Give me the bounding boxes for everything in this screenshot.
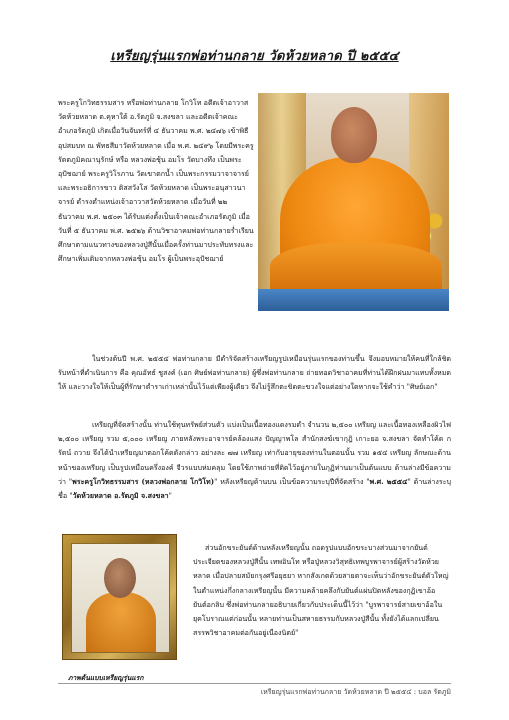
framed-portrait-photo [62,534,177,660]
monk-portrait-photo [258,93,449,311]
footer-divider [58,683,451,684]
coin-details-paragraph: เหรียญที่จัดสร้างนั้น ท่านใช้ทุนทรัพย์ส่วนตัว แบ่งเป็นเนื้อทองแดงรมดำ จำนวน ๒,๕๐๐ เหรียญ และเนื้อทองเหลืองผิวไฟ ๒,๕๐๐ เหรียญ รวม ๕,๐๐๐ เหรียญ ภายหลังพระอาจารย์คล้องแสง ปัญญาพโล สำนักสงฆ์เขากุฎิ เกาะยอ จ.สงขลา จัดทำโค้ด ก รัตน์ ถวาย จึงได้นำเหรียญมาตอกโค้ดดังกล่าว อย่างละ ๗๗ เหรียญ เท่ากับอายุของท่านในตอนนั้น รวม ๑๕๔ เหรียญ ลักษณะด้านหน้าของเหรียญ เป็นรูปเหมือนครึ่งองค์ จีวรแบบห่มคลุม โดยใช้ภาพถ่ายที่ติดไว้อยู่ภายในกุฏิท่านมาเป็นต้นแบบ ด้านล่างมีข้อความว่า "พระครูโกวิทธรรมสาร (หลวงพ่อกลาย โกวิโท)" หลังเหรียญด้านบน เป็นข้อความระบุปีที่จัดสร้าง "พ.ศ. ๒๕๕๔" ด้านล่างระบุชื่อ "วัดห้วยหลาด อ.รัตภูมิ จ.สงขลา" [58,420,451,501]
coin-year-inscription: พ.ศ. ๒๕๕๔ [369,476,408,486]
yantra-paragraph: ส่วนอักขระยันต์ด้านหลังเหรียญนั้น ถอดรูปแบบอักขระบางส่วนมาจากยันต์ประเจียดของหลวงปู่สีนั้น เทพอินโท หรือปู่หลวงวิสุทธิเทพบูรพาจารย์ผู้สร้างวัดห้วยหลาด เมื่อปลายสมัยกรุงศรีอยุธยา หากสังเกตด้วยสายตาจะเห็นว่าอักขระยันต์ตัวใหญ่ในตำแหน่งกึ่งกลางเหรียญนั้น มีความคล้ายคลึงกับยันต์แผ่นปิดหลังของกุฏิเขาอ้อ ยันต์อกลิบ ซึ่งพ่อท่านกลายอธิบายเกี่ยวกับประเด็นนี้ไว้ว่า "บูรพาจารย์สายเขาอ้อในยุคโบราณแต่ก่อนนั้น หลายท่านเป็นสหายธรรมกับหลวงปู่สีนั้น ทั้งยังได้แลกเปลี่ยนสรรพวิชาอาคมต่อกันอยู่เนืองนิตย์" [193,543,449,638]
creation-paragraph: ในช่วงต้นปี พ.ศ. ๒๕๕๔ พ่อท่านกลาย มีดำริจัดสร้างเหรียญรูปเหมือนรุ่นแรกของท่านขึ้น จึงมอบหมายให้คนที่ใกล้ชิดรับหน้าที่ดำเนินการ คือ คุณอัทธ์ ชูสงค์ (เอก ศิษย์พ่อท่านกลาย) ผู้ซึ่งพ่อท่านกลาย ถ่ายทอดวิชาอาคมที่ท่านได้ฝึกฝนมาแทบทั้งหมดให้ และวางใจให้เป็นผู้ที่รักษาตำราเก่าเหล่านั้นไว้แต่เพียงผู้เดียว จึงไม่รู้สึกตะขิดตะขวงใจแต่อย่างใดหากจะใช้คำว่า "ศิษย์เอก" [58,354,451,392]
coin-temple-inscription: วัดห้วยหลาด อ.รัตภูมิ จ.สงขลา [72,491,169,501]
photo-caption: ภาพต้นแบบเหรียญรุ่นแรก [68,674,144,682]
page-footer: เหรียญรุ่นแรกพ่อท่านกลาย วัดห้วยหลาด ปี ๒๕๕๔ : บอล รัตภูมิ [260,688,451,696]
page-title: เหรียญรุ่นแรกพ่อท่านกลาย วัดห้วยหลาด ปี ๒๕๕๔ [110,49,399,64]
coin-front-inscription: พระครูโกวิทธรรมสาร (หลวงพ่อกลาย โกวิโท) [72,476,215,486]
biography-paragraph: พระครูโกวิทธรรมสาร หรือพ่อท่านกลาย โกวิโท อดีตเจ้าอาวาสวัดห้วยหลาด ต.คุหาใต้ อ.รัตภูมิ จ.สงขลา และอดีตเจ้าคณะอำเภอรัตภูมิ เกิดเมื่อวันจันทร์ที่ ๔ ธันวาคม พ.ศ. ๒๔๗๖ เข้าพิธีอุปสมบท ณ พัทธสีมาวัดห้วยหลาด เมื่อ พ.ศ. ๒๔๙๖ โดยมีพระครูรัตตภูมิคณานุรักษ์ หรือ หลวงพ่อชุ้น อมโร วัดบางทึง เป็นพระอุปัชฌาย์ พระครูวิโรภาน วัดเขาตกน้ำ เป็นพระกรรมวาจาจารย์ และพระอธิการขาว ติสสวังโส วัดห้วยหลาด เป็นพระอนุสาวนาจารย์ ดำรงตำแหน่งเจ้าอาวาสวัดห้วยหลาด เมื่อวันที่ ๒๒ ธันวาคม พ.ศ. ๒๕๐๓ ได้รับแต่งตั้งเป็นเจ้าคณะอำเภอรัตภูมิ เมื่อวันที่ ๕ ธันวาคม พ.ศ. ๒๕๒๖ ด้านวิชาอาคมพ่อท่านกลายร่ำเรียนศึกษาตามแนวทางของหลวงปู่สีนั้นเมื่อครั้งท่านมาประทับทรงและศึกษาเพิ่มเติมจากหลวงพ่อชุ้น อมโร ผู้เป็นพระอุปัชฌาย์ [58,98,254,264]
